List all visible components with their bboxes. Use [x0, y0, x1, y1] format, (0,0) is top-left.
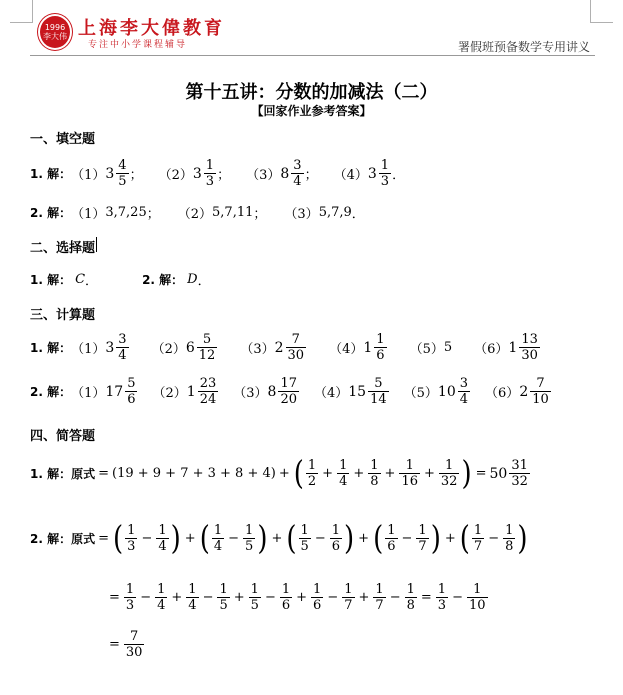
item-tag: （4）	[313, 386, 349, 401]
math-symbol: −	[141, 531, 153, 546]
denominator: 8	[370, 474, 379, 489]
denominator: 4	[188, 598, 197, 613]
short-answer-2	[30, 519, 529, 558]
math-symbol: −	[264, 590, 276, 605]
numerator: 1	[300, 523, 309, 538]
item-tag: （1）	[71, 207, 106, 222]
denominator: 4	[118, 348, 127, 363]
fraction	[217, 582, 229, 613]
fraction	[155, 582, 167, 613]
paren-right: )	[517, 519, 528, 558]
fraction	[368, 376, 389, 407]
denominator: 20	[280, 392, 297, 407]
denominator: 5	[245, 539, 254, 554]
fraction	[439, 458, 460, 489]
denominator: 4	[339, 474, 348, 489]
denominator: 24	[199, 392, 217, 407]
paren-left: (	[199, 519, 210, 558]
numerator: 1	[505, 523, 514, 538]
math-symbol: +	[358, 531, 370, 546]
math-symbol: =	[98, 466, 109, 481]
answer-label: 2. 解：	[30, 385, 72, 399]
mixed-number	[193, 158, 217, 189]
denominator: 7	[375, 598, 384, 613]
mixed-number	[186, 332, 218, 363]
item-tag: （2）	[177, 207, 213, 222]
denominator: 3	[125, 598, 135, 613]
math-symbol: −	[452, 590, 463, 605]
denominator: 7	[344, 598, 353, 613]
fraction	[374, 332, 386, 363]
numerator: 1	[339, 458, 348, 473]
fraction	[368, 458, 380, 489]
page-corner-mark-right	[590, 0, 613, 23]
whole-part: 3	[367, 165, 377, 182]
section-heading-choice	[30, 237, 97, 256]
math-symbol: −	[202, 590, 214, 605]
numerator: 3	[118, 332, 127, 347]
numerator: 1	[473, 582, 482, 597]
denominator: 16	[401, 474, 418, 489]
whole-part: 1	[186, 383, 196, 400]
item-value: 3,7,25	[105, 205, 147, 220]
answer-label: 1. 解：	[30, 273, 72, 287]
mixed-number	[105, 158, 129, 189]
denominator: 4	[158, 539, 167, 554]
item-tag: （2）	[152, 386, 187, 401]
mixed-number	[368, 158, 392, 189]
item-value: 5	[443, 340, 453, 355]
section-heading-short: 四、简答题	[30, 429, 96, 444]
numerator: 7	[536, 376, 545, 391]
numerator: 7	[130, 629, 139, 644]
whole-part: 15	[348, 383, 367, 400]
fraction	[373, 582, 385, 613]
numerator: 13	[521, 332, 538, 347]
fraction	[519, 332, 540, 363]
numerator: 1	[245, 523, 254, 538]
math-symbol: =	[109, 590, 120, 605]
item-separator: ．	[392, 168, 406, 183]
item-tag: （2）	[151, 342, 186, 357]
math-symbol: −	[488, 531, 500, 546]
numerator: 1	[437, 582, 447, 597]
paren-left: (	[373, 519, 384, 558]
math-symbol: =	[98, 531, 109, 546]
numerator: 1	[418, 523, 427, 538]
denominator: 3	[205, 174, 215, 189]
fraction	[299, 523, 311, 554]
denominator: 3	[380, 174, 390, 189]
math-symbol: +	[384, 466, 396, 481]
numerator: 1	[406, 582, 415, 597]
logo-seal-icon: 1996 李大伟	[38, 14, 72, 50]
math-symbol: +	[184, 531, 196, 546]
page-title: 第十五讲：分数的加减法（二）	[185, 82, 438, 103]
fraction	[416, 523, 428, 554]
numerator: 1	[376, 332, 385, 347]
fraction	[125, 523, 137, 554]
fraction	[125, 376, 137, 407]
numerator: 5	[127, 376, 136, 391]
math-symbol: −	[314, 531, 326, 546]
item-tag: （1）	[71, 342, 106, 357]
fill-answer-1	[30, 158, 405, 189]
item-tag: （3）	[233, 386, 268, 401]
denominator: 30	[521, 348, 538, 363]
answer-label: 2. 解：	[30, 206, 72, 220]
math-symbol: −	[401, 531, 413, 546]
choice-end-1: ．	[85, 274, 99, 289]
denominator: 32	[440, 474, 458, 489]
numerator: 1	[158, 523, 167, 538]
denominator: 8	[505, 539, 514, 554]
numerator: 4	[118, 158, 127, 173]
mixed-number	[105, 376, 138, 407]
whole-part: 3	[192, 165, 202, 182]
mixed-number	[519, 376, 551, 407]
page-subtitle: 【回家作业参考答案】	[251, 104, 372, 118]
denominator: 30	[287, 348, 305, 363]
item-value: 5,7,11	[212, 205, 254, 220]
fraction	[503, 523, 515, 554]
choice-answers	[30, 270, 211, 289]
fraction	[472, 523, 484, 554]
fraction	[379, 158, 391, 189]
paren-right: )	[170, 519, 181, 558]
whole-part: 8	[280, 165, 290, 182]
denominator: 10	[468, 598, 486, 613]
whole-part: 8	[267, 383, 277, 400]
fraction	[116, 332, 128, 363]
item-tag: （5）	[403, 386, 438, 401]
fraction	[124, 629, 145, 660]
math-symbol: +	[233, 590, 245, 605]
item-separator: ；	[217, 168, 231, 183]
denominator: 30	[125, 645, 143, 660]
numerator: 1	[188, 582, 197, 597]
whole-part: 6	[185, 339, 195, 356]
item-tag: （3）	[284, 207, 319, 222]
fraction	[436, 582, 448, 613]
denominator: 6	[281, 598, 291, 613]
whole-part: 3	[105, 165, 115, 182]
fraction	[530, 376, 551, 407]
denominator: 4	[459, 392, 469, 407]
page-header	[30, 10, 590, 58]
numerator: 1	[473, 523, 483, 538]
denominator: 6	[331, 539, 340, 554]
mixed-number	[105, 332, 129, 363]
short-answer-2-step-2	[106, 582, 489, 613]
mixed-number	[187, 376, 219, 407]
denominator: 4	[213, 539, 223, 554]
denominator: 7	[418, 539, 427, 554]
numerator: 1	[127, 523, 136, 538]
item-separator: ；	[253, 207, 267, 222]
fraction	[249, 582, 261, 613]
numerator: 3	[459, 376, 469, 391]
item-tag: （6）	[474, 342, 509, 357]
math-symbol: +	[353, 466, 365, 481]
fill-answer-2	[30, 203, 365, 222]
fraction	[186, 582, 198, 613]
mixed-number	[363, 332, 387, 363]
numerator: 1	[313, 582, 322, 597]
numerator: 1	[205, 158, 215, 173]
fraction	[509, 458, 530, 489]
item-tag: （2）	[158, 168, 193, 183]
whole-part: 10	[437, 383, 456, 400]
denominator: 6	[376, 348, 385, 363]
fraction	[342, 582, 354, 613]
numerator: 31	[511, 458, 528, 473]
fraction	[286, 332, 307, 363]
text-cursor	[96, 237, 97, 252]
fraction	[280, 582, 292, 613]
numerator: 1	[125, 582, 135, 597]
math-symbol: +	[358, 590, 370, 605]
denominator: 8	[406, 598, 415, 613]
numerator: 1	[445, 458, 454, 473]
whole-part: 50	[489, 465, 508, 482]
denominator: 10	[532, 392, 549, 407]
math-symbol: =	[109, 637, 120, 652]
denominator: 3	[127, 539, 136, 554]
numerator: 5	[374, 376, 383, 391]
fraction	[337, 458, 349, 489]
paren-left: (	[459, 519, 470, 558]
math-symbol: −	[327, 590, 339, 605]
numerator: 1	[405, 458, 414, 473]
fraction	[243, 523, 255, 554]
paren-right: )	[344, 519, 355, 558]
fraction	[156, 523, 168, 554]
denominator: 5	[219, 598, 228, 613]
item-separator: ．	[351, 207, 365, 222]
whole-part: 1	[363, 339, 373, 356]
header-course-title: 署假班预备数学专用讲义	[457, 40, 590, 54]
item-tag: （4）	[333, 168, 368, 183]
numerator: 1	[344, 582, 353, 597]
paren-left: (	[293, 454, 304, 493]
answer-label: 1. 解：	[30, 341, 72, 355]
calc-answer-2	[30, 376, 552, 407]
choice-end-2: ．	[197, 274, 211, 289]
numerator: 1	[370, 458, 379, 473]
answer-label: 1. 解：	[30, 167, 72, 181]
whole-part: 3	[105, 339, 115, 356]
math-symbol: +	[278, 466, 290, 481]
item-tag: （6）	[485, 386, 520, 401]
denominator: 5	[300, 539, 309, 554]
integer-group: (19 + 9 + 7 + 3 + 8 + 4)	[112, 466, 276, 481]
math-symbol: −	[389, 590, 401, 605]
math-symbol: =	[420, 590, 432, 605]
fraction	[405, 582, 417, 613]
section-heading-fill: 一、填空题	[30, 132, 96, 147]
short-answer-1	[30, 454, 531, 493]
fraction	[198, 376, 219, 407]
fraction	[306, 458, 318, 489]
fraction	[124, 582, 136, 613]
numerator: 1	[307, 458, 317, 473]
logo-name: 上海李大偉教育	[78, 18, 225, 39]
denominator: 12	[198, 348, 216, 363]
section-heading-text: 二、选择题	[30, 241, 96, 256]
math-symbol: +	[171, 590, 183, 605]
denominator: 7	[473, 539, 483, 554]
denominator: 32	[511, 474, 528, 489]
paren-right: )	[430, 519, 441, 558]
whole-part: 2	[274, 339, 284, 356]
fraction	[278, 376, 299, 407]
math-symbol: =	[475, 466, 487, 481]
numerator: 1	[157, 582, 166, 597]
fraction	[385, 523, 397, 554]
answer-label: 2. 解：原式	[30, 532, 96, 546]
paren-left: (	[113, 519, 124, 558]
numerator: 1	[375, 582, 384, 597]
math-symbol: +	[322, 466, 334, 481]
fraction	[212, 523, 224, 554]
whole-part: 1	[508, 339, 518, 356]
denominator: 6	[313, 598, 322, 613]
fraction	[399, 458, 420, 489]
math-symbol: −	[228, 531, 240, 546]
whole-part: 17	[105, 383, 124, 400]
denominator: 5	[118, 174, 127, 189]
mixed-number	[268, 376, 300, 407]
whole-part: 2	[519, 383, 529, 400]
fraction	[116, 158, 128, 189]
mixed-number	[275, 332, 307, 363]
numerator: 1	[250, 582, 259, 597]
numerator: 17	[280, 376, 297, 391]
choice-answer-2: D	[187, 272, 198, 287]
numerator: 1	[331, 523, 340, 538]
fraction	[204, 158, 216, 189]
choice-answer-1: C	[75, 272, 86, 287]
denominator: 4	[293, 174, 302, 189]
math-symbol: +	[444, 531, 456, 546]
mixed-number	[508, 332, 540, 363]
item-tag: （1）	[71, 168, 106, 183]
numerator: 1	[213, 523, 223, 538]
item-tag: （1）	[71, 386, 106, 401]
short-answer-2-step-3	[106, 629, 145, 660]
numerator: 1	[219, 582, 228, 597]
numerator: 1	[387, 523, 396, 538]
mixed-number	[438, 376, 471, 407]
math-symbol: +	[424, 466, 435, 481]
mixed-number	[348, 376, 389, 407]
fraction	[197, 332, 218, 363]
denominator: 2	[307, 474, 317, 489]
answer-label: 1. 解：原式	[30, 467, 96, 481]
mixed-number	[490, 458, 531, 489]
item-value: 5,7,9	[318, 205, 352, 220]
paren-right: )	[461, 454, 472, 493]
header-divider	[30, 55, 595, 56]
answer-label: 2. 解：	[142, 273, 184, 287]
numerator: 1	[281, 582, 291, 597]
fraction	[311, 582, 323, 613]
math-symbol: −	[140, 590, 152, 605]
logo-slogan: 专注中小学课程辅导	[88, 40, 188, 50]
denominator: 5	[250, 598, 259, 613]
calc-answer-1	[30, 332, 541, 363]
fraction	[291, 158, 303, 189]
section-heading-calc: 三、计算题	[30, 308, 96, 323]
denominator: 3	[437, 598, 447, 613]
item-tag: （3）	[246, 168, 281, 183]
item-separator: ；	[146, 207, 160, 222]
fraction	[330, 523, 342, 554]
math-symbol: +	[296, 590, 308, 605]
numerator: 5	[202, 332, 212, 347]
numerator: 7	[291, 332, 300, 347]
paren-left: (	[286, 519, 297, 558]
fraction	[467, 582, 488, 613]
numerator: 1	[380, 158, 390, 173]
item-separator: ；	[304, 168, 318, 183]
fraction	[458, 376, 470, 407]
item-separator: ；	[129, 168, 143, 183]
item-tag: （4）	[329, 342, 364, 357]
item-tag: （3）	[240, 342, 275, 357]
mixed-number	[280, 158, 304, 189]
denominator: 4	[157, 598, 166, 613]
denominator: 14	[370, 392, 387, 407]
paren-right: )	[257, 519, 268, 558]
math-symbol: +	[271, 531, 283, 546]
denominator: 6	[387, 539, 396, 554]
numerator: 23	[199, 376, 217, 391]
numerator: 3	[293, 158, 302, 173]
item-tag: （5）	[409, 342, 444, 357]
denominator: 6	[127, 392, 136, 407]
